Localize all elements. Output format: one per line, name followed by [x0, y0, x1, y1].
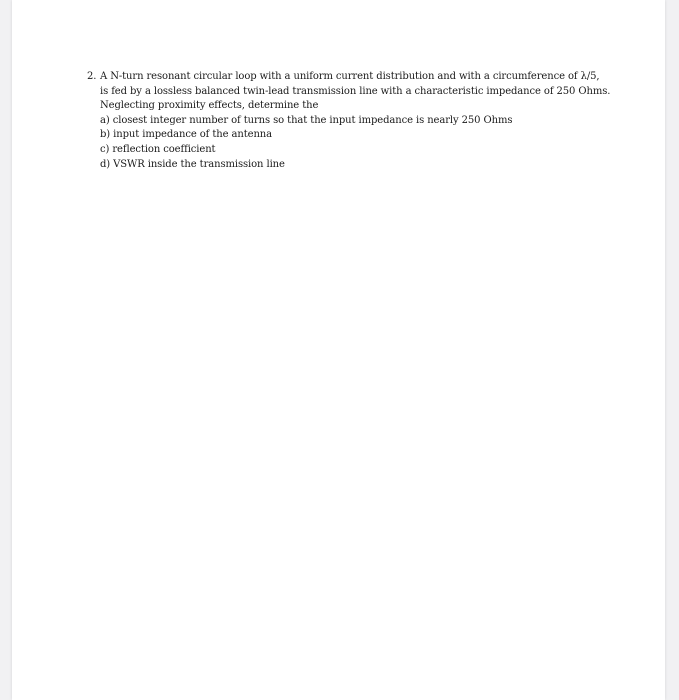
- problem-part-b: b) input impedance of the antenna: [100, 129, 272, 141]
- problem-number: 2.: [87, 71, 97, 82]
- problem-2: [87, 70, 647, 172]
- problem-body: [100, 70, 647, 172]
- problem-text-line: A N-turn resonant circular loop with a uniform current distribution and with a circumference of λ/5,: [100, 71, 600, 82]
- problem-part-a: a) closest integer number of turns so that the input impedance is nearly 250 Ohms: [100, 114, 513, 126]
- problem-text-line: Neglecting proximity effects, determine the: [100, 100, 319, 112]
- problem-text-line: is fed by a lossless balanced twin-lead transmission line with a characteristic impedance of 250 Ohms.: [100, 85, 611, 97]
- problem-part-d: d) VSWR inside the transmission line: [100, 158, 285, 170]
- problem-part-c: c) reflection coefficient: [100, 143, 216, 155]
- document-page: [12, 0, 665, 700]
